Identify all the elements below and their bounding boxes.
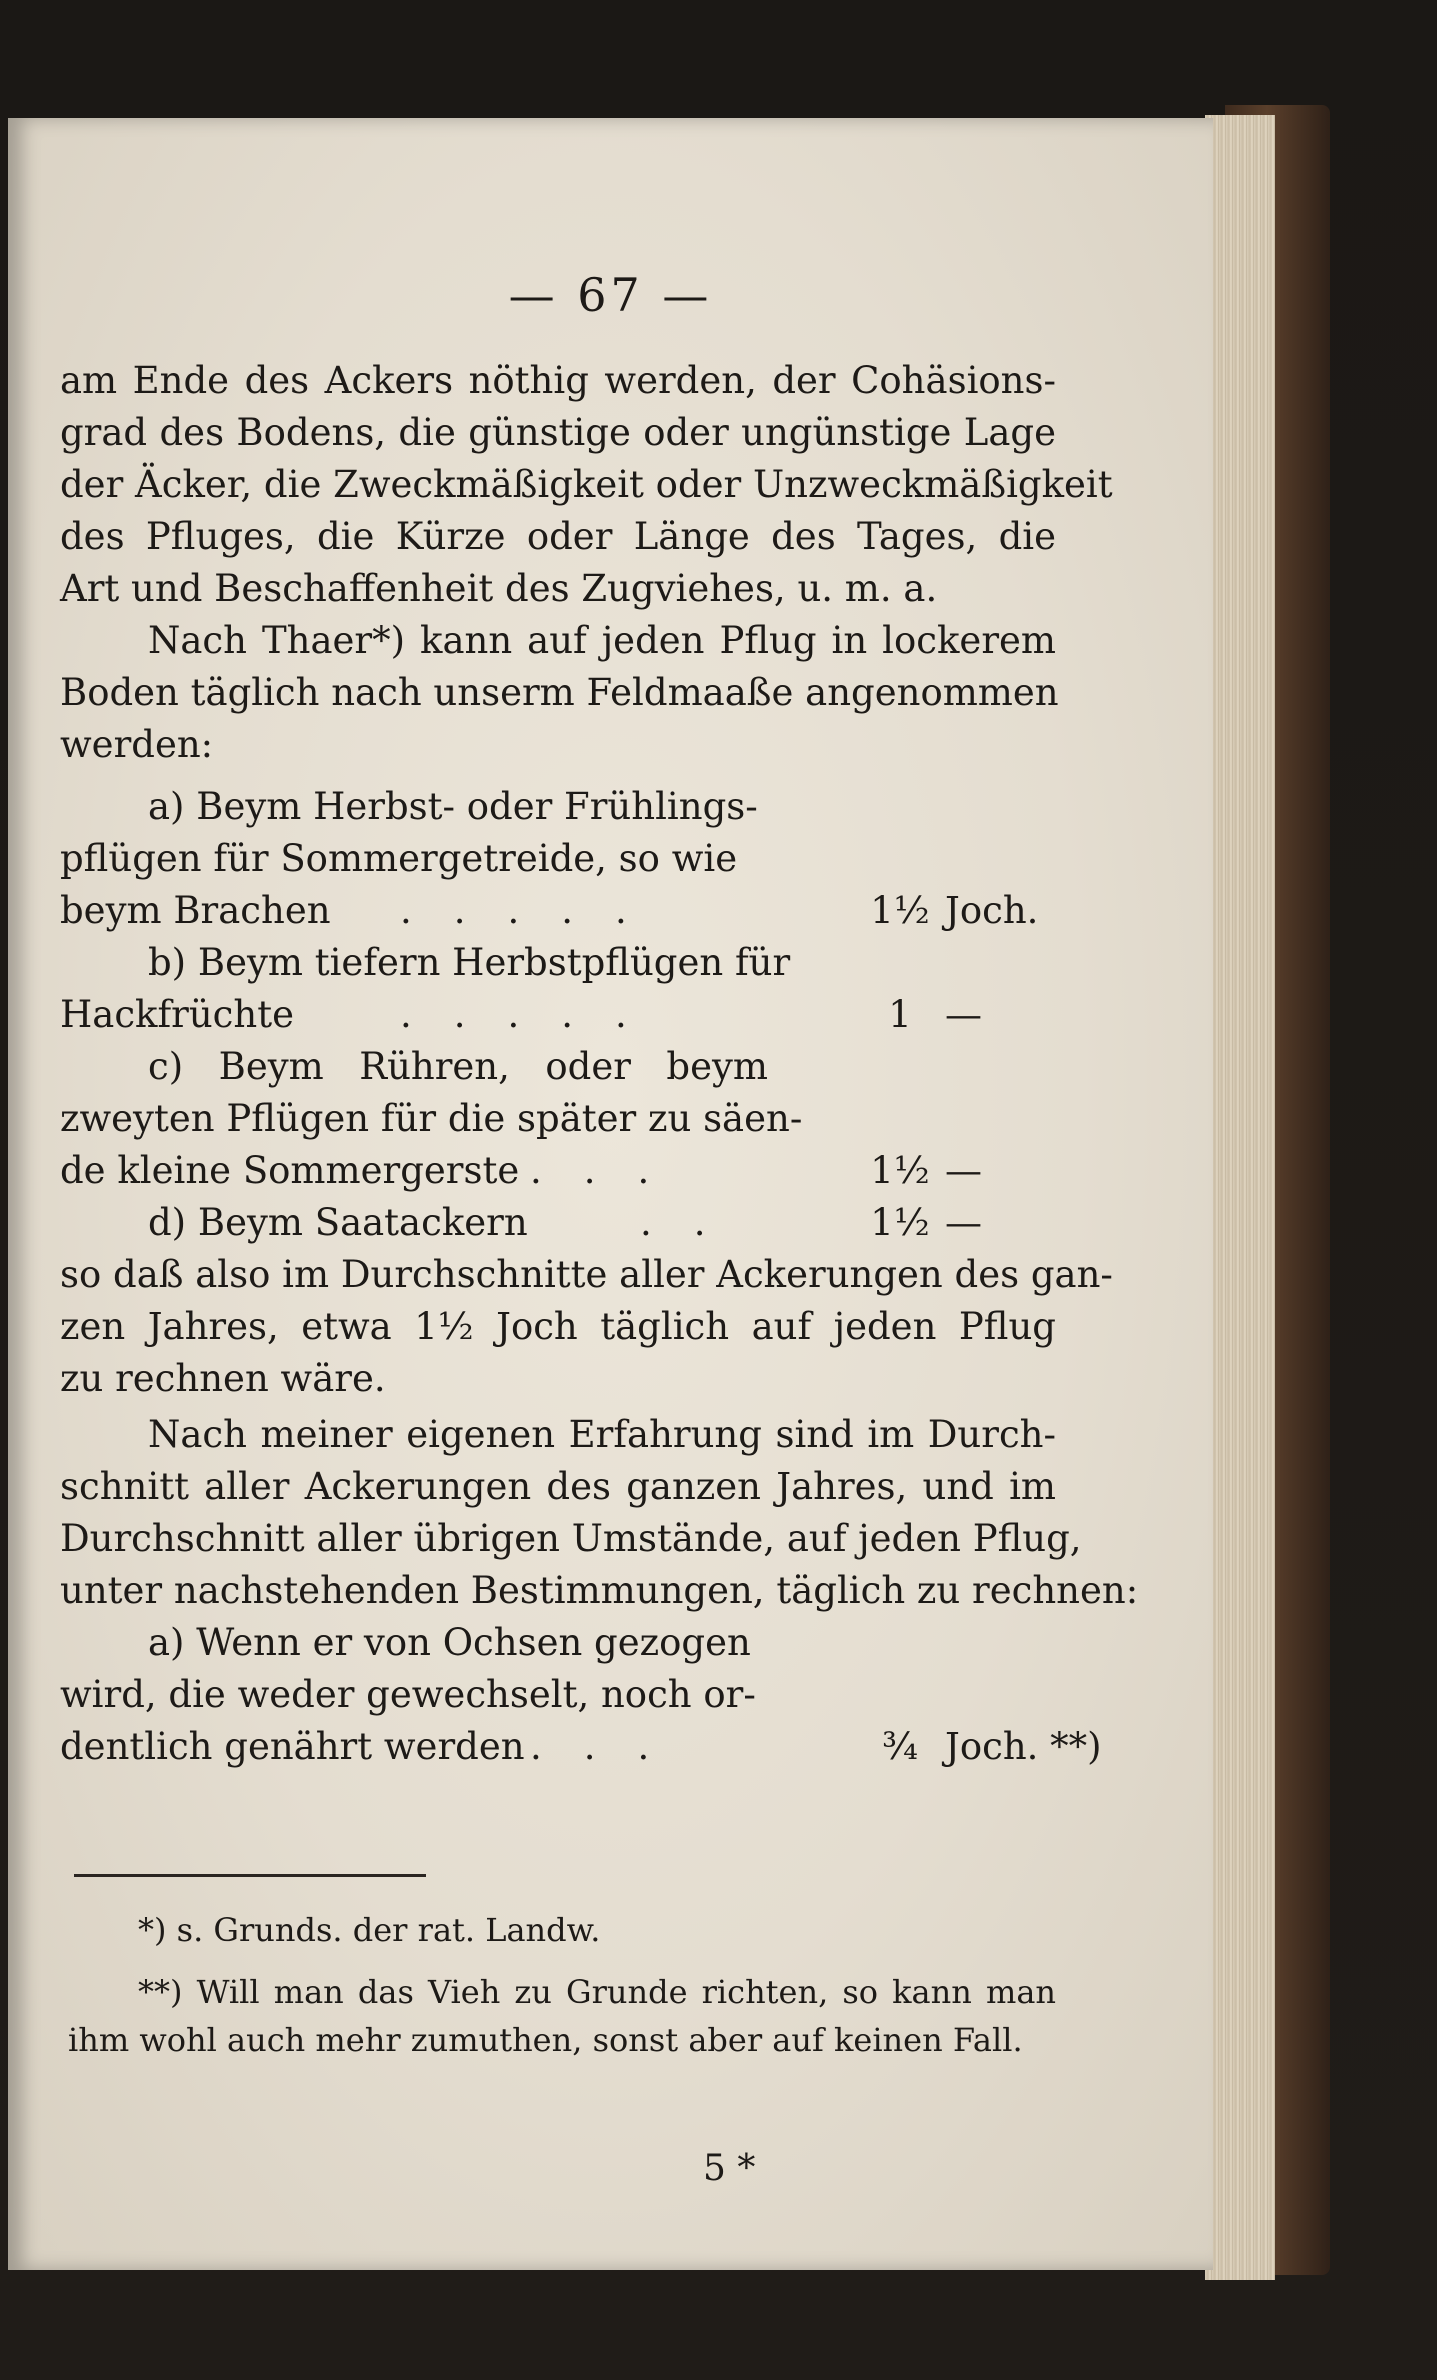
list-item-quantity: 1½ bbox=[870, 1201, 930, 1244]
list-item-quantity: 1½ bbox=[870, 1149, 930, 1192]
list-item-text: d) Beym Saatackern bbox=[148, 1201, 528, 1244]
list-item-unit: Joch. **) bbox=[945, 1725, 1102, 1768]
page-number: — 67 — bbox=[508, 268, 713, 322]
text-line: Nach Thaer*) kann auf jeden Pflug in lockerem bbox=[148, 619, 1056, 662]
list-item-line: wird, die weder gewechselt, noch or- bbox=[60, 1673, 756, 1716]
list-item-text: de kleine Sommergerste bbox=[60, 1149, 520, 1192]
list-item bbox=[60, 886, 1056, 936]
text-line: der Äcker, die Zweckmäßigkeit oder Unzweckmäßigkeit bbox=[60, 463, 1113, 506]
list-item-quantity: ¾ bbox=[882, 1725, 918, 1768]
text-line: schnitt aller Ackerungen des ganzen Jahres, und im bbox=[60, 1465, 1056, 1508]
list-item-text: beym Brachen bbox=[60, 889, 331, 932]
list-item-unit: — bbox=[945, 1201, 982, 1244]
text-line: werden: bbox=[60, 723, 214, 766]
text-line: des Pfluges, die Kürze oder Länge des Tages, die bbox=[60, 515, 1056, 558]
book-page bbox=[8, 118, 1213, 2270]
list-item-text: Hackfrüchte bbox=[60, 993, 294, 1036]
leader-dots: ..... bbox=[400, 889, 669, 932]
list-item-unit: Joch. bbox=[945, 889, 1039, 932]
text-line: Durchschnitt aller übrigen Umstände, auf jeden Pflug, bbox=[60, 1517, 1082, 1560]
list-item bbox=[60, 1198, 1056, 1248]
text-line: Art und Beschaffenheit des Zugviehes, u. m. a. bbox=[60, 567, 938, 610]
page-edges bbox=[1205, 115, 1275, 2280]
signature-mark: 5 * bbox=[703, 2148, 756, 2189]
text-line: Boden täglich nach unserm Feldmaaße angenommen bbox=[60, 671, 1059, 714]
list-item-line: zweyten Pflügen für die später zu säen- bbox=[60, 1097, 803, 1140]
footnote-continuation: ihm wohl auch mehr zumuthen, sonst aber auf keinen Fall. bbox=[68, 2021, 1023, 2059]
list-item-unit: — bbox=[945, 993, 982, 1036]
leader-dots: ..... bbox=[400, 993, 669, 1036]
text-line: so daß also im Durchschnitte aller Ackerungen des gan- bbox=[60, 1253, 1113, 1296]
leader-dots: .. bbox=[640, 1201, 748, 1244]
leader-dots: ... bbox=[530, 1149, 692, 1192]
list-item bbox=[60, 1146, 1056, 1196]
list-item-line: a) Wenn er von Ochsen gezogen bbox=[148, 1621, 751, 1664]
list-item-quantity: 1½ bbox=[870, 889, 930, 932]
footnote: *) s. Grunds. der rat. Landw. bbox=[138, 1911, 601, 1949]
footnote-rule bbox=[74, 1874, 426, 1877]
leader-dots: ... bbox=[530, 1725, 692, 1768]
list-item-unit: — bbox=[945, 1149, 982, 1192]
text-line: zen Jahres, etwa 1½ Joch täglich auf jeden Pflug bbox=[60, 1305, 1056, 1348]
text-line: unter nachstehenden Bestimmungen, täglich zu rechnen: bbox=[60, 1569, 1139, 1612]
text-line: Nach meiner eigenen Erfahrung sind im Durch- bbox=[148, 1413, 1056, 1456]
list-item-text: dentlich genährt werden bbox=[60, 1725, 525, 1768]
list-item-line: a) Beym Herbst- oder Frühlings- bbox=[148, 785, 758, 828]
list-item-line: c) Beym Rühren, oder beym bbox=[148, 1045, 768, 1088]
list-item-line: pflügen für Sommergetreide, so wie bbox=[60, 837, 738, 880]
list-item-line: b) Beym tiefern Herbstpflügen für bbox=[148, 941, 791, 984]
text-line: am Ende des Ackers nöthig werden, der Cohäsions- bbox=[60, 359, 1056, 402]
list-item bbox=[60, 1722, 1102, 1772]
list-item bbox=[60, 990, 1056, 1040]
text-line: zu rechnen wäre. bbox=[60, 1357, 386, 1400]
text-line: grad des Bodens, die günstige oder ungünstige Lage bbox=[60, 411, 1056, 454]
list-item-quantity: 1 bbox=[888, 993, 912, 1036]
footnote: **) Will man das Vieh zu Grunde richten, so kann man bbox=[138, 1973, 1056, 2011]
